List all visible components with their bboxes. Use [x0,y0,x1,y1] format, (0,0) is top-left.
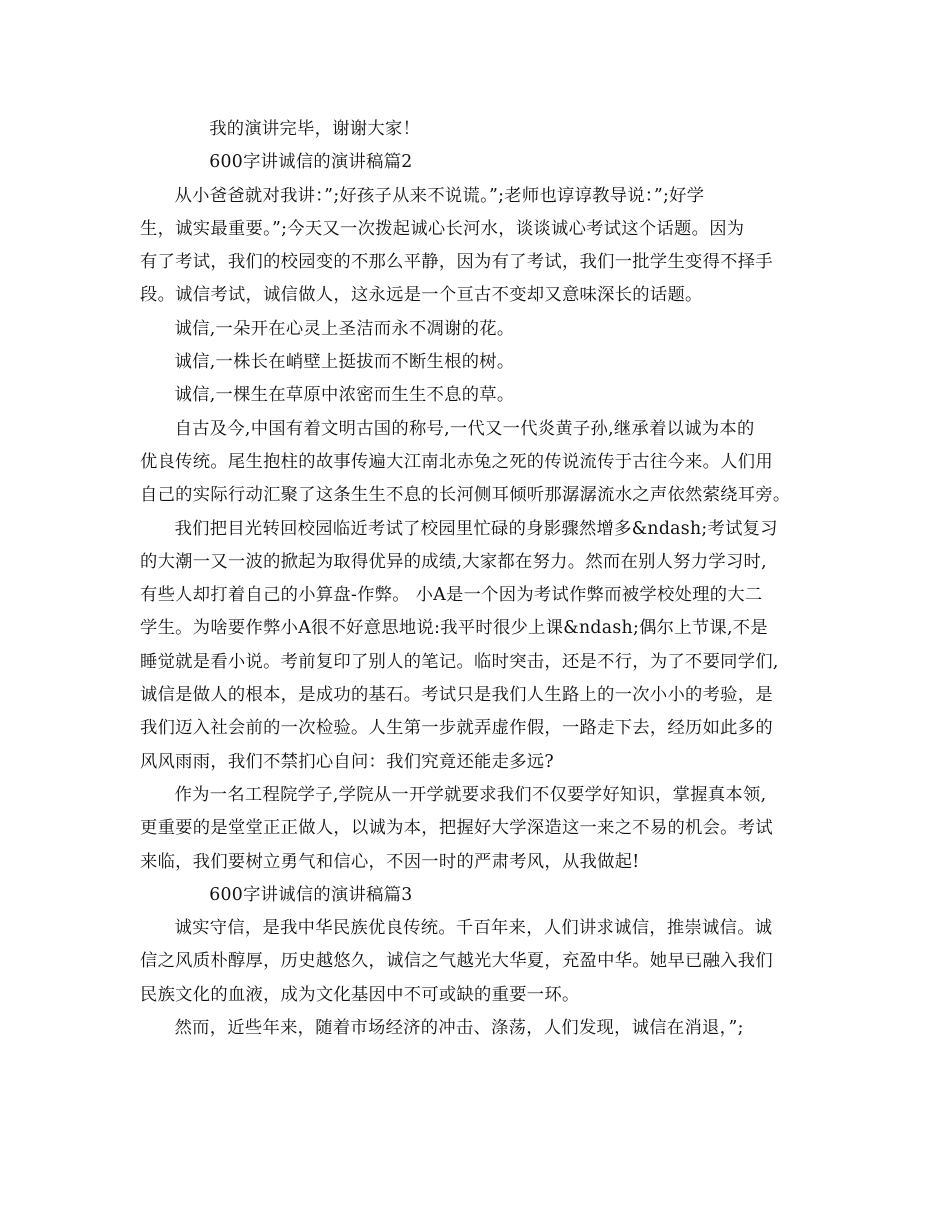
paragraph [140,313,820,346]
text-line: 然而，近些年来，随着市场经济的冲击、涤荡，人们发现，诚信在消退，”; [174,1018,744,1039]
text-line: 民族文化的血液，成为文化基因中不可或缺的重要一环。 [140,984,580,1005]
text-line: 风风雨雨，我们不禁扪心自问：我们究竟还能走多远? [140,751,554,772]
paragraph [140,180,820,313]
document-body [140,113,820,1045]
text-line: 睡觉就是看小说。考前复印了别人的笔记。临时突击，还是不行，为了不要同学们, [140,651,779,672]
closing-line [140,113,820,146]
paragraph [140,912,820,1012]
section-heading-3 [140,879,820,912]
paragraph [140,1012,820,1045]
section-heading-2 [140,146,820,179]
text-line: 优良传统。尾生抱柱的故事传遍大江南北赤兔之死的传说流传于古往今来。人们用 [140,451,773,472]
text-line: 诚信是做人的根本，是成功的基石。考试只是我们人生路上的一次小小的考验，是 [140,685,773,706]
text-line: 学生。为啥要作弊小A很不好意思地说:我平时很少上课&ndash;偶尔上节课,不是 [140,618,768,639]
text-line: 我们把目光转回校园临近考试了校园里忙碌的身影骤然增多&ndash;考试复习 [174,518,778,539]
text-line: 诚实守信，是我中华民族优良传统。千百年来，人们讲求诚信，推崇诚信。诚 [174,918,773,939]
text-line: 来临，我们要树立勇气和信心，不因一时的严肃考风，从我做起! [140,851,640,872]
text-line: 600字讲诚信的演讲稿篇3 [209,884,413,905]
text-line: 有了考试，我们的校园变的不那么平静，因为有了考试，我们一批学生变得不择手 [140,252,773,273]
text-line: 600字讲诚信的演讲稿篇2 [209,152,413,173]
text-line: 有些人却打着自己的小算盘-作弊。 小A是一个因为考试作弊而被学校处理的大二 [140,585,763,606]
text-line: 我的演讲完毕，谢谢大家！ [209,119,421,139]
text-line: 自古及今,中国有着文明古国的称号,一代又一代炎黄子孙,继承着以诚为本的 [174,418,755,439]
text-line: 从小爸爸就对我讲：”;好孩子从来不说谎。”;老师也谆谆教导说：”;好学 [174,185,705,206]
text-line: 诚信,一朵开在心灵上圣洁而永不凋谢的花。 [174,318,515,339]
paragraph [140,379,820,412]
text-line: 段。诚信考试，诚信做人，这永远是一个亘古不变却又意味深长的话题。 [140,285,703,306]
paragraph [140,346,820,379]
text-line: 自己的实际行动汇聚了这条生生不息的长河侧耳倾听那潺潺流水之声依然萦绕耳旁。 [140,485,791,506]
text-line: 作为一名工程院学子,学院从一开学就要求我们不仅要学好知识，掌握真本领, [174,784,767,805]
text-line: 诚信,一棵生在草原中浓密而生生不息的草。 [174,385,515,406]
text-line: 的大潮一又一波的掀起为取得优异的成绩,大家都在努力。然而在别人努力学习时, [140,551,767,572]
paragraph [140,779,820,879]
text-line: 我们迈入社会前的一次检验。人生第一步就弄虚作假，一路走下去，经历如此多的 [140,718,773,739]
text-line: 诚信,一株长在峭壁上挺拔而不断生根的树。 [174,352,515,373]
text-line: 更重要的是堂堂正正做人，以诚为本，把握好大学深造这一来之不易的机会。考试 [140,818,773,839]
text-line: 生，诚实最重要。”;今天又一次拨起诚心长河水，谈谈诚心考试这个话题。因为 [140,218,745,239]
paragraph [140,513,820,779]
paragraph [140,413,820,513]
text-line: 信之风质朴醇厚，历史越悠久，诚信之气越光大华夏，充盈中华。她早已融入我们 [140,951,773,972]
